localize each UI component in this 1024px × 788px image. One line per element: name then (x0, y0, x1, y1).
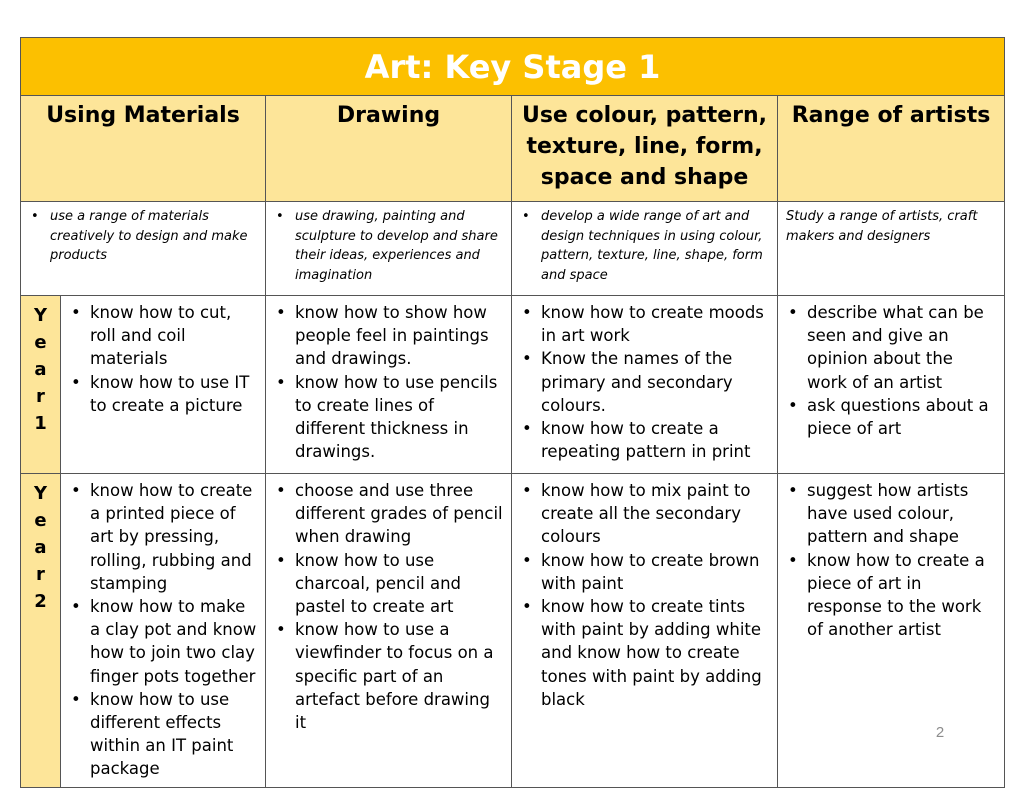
skill-item: • Know the names of the primary and secondary colours. (518, 347, 771, 417)
skill-list (518, 301, 771, 463)
skill-list (784, 479, 998, 641)
skill-item: • know how to create a repeating pattern in print (518, 417, 771, 463)
body-cell (512, 296, 778, 474)
skill-item: • know how to use different effects within an IT paint package (67, 688, 259, 781)
skill-item: • know how to use a viewfinder to focus on a specific part of an artefact before drawing it (272, 618, 505, 734)
table-title: Art: Key Stage 1 (21, 38, 1005, 96)
objective-cell (778, 202, 1005, 296)
year-row (21, 296, 1005, 474)
skill-item: • know how to create moods in art work (518, 301, 771, 347)
header-row (21, 96, 1005, 202)
objective-list (518, 207, 771, 285)
year-label (21, 296, 61, 474)
year-label-char: 2 (34, 591, 47, 612)
objectives-row (21, 202, 1005, 296)
skill-list (272, 301, 505, 463)
objective-cell (512, 202, 778, 296)
header-using-materials: Using Materials (21, 96, 266, 202)
header-drawing: Drawing (266, 96, 512, 202)
skill-item: • suggest how artists have used colour, pattern and shape (784, 479, 998, 549)
skill-list (67, 301, 259, 417)
objective-text: Study a range of artists, craft makers and designers (786, 209, 978, 244)
page-number: 2 (935, 724, 945, 741)
skill-item: • describe what can be seen and give an opinion about the work of an artist (784, 301, 998, 394)
skill-item: • know how to use charcoal, pencil and pastel to create art (272, 549, 505, 619)
skill-item: • choose and use three different grades of pencil when drawing (272, 479, 505, 549)
skill-item: • know how to create a printed piece of art by pressing, rolling, rubbing and stamping (67, 479, 259, 595)
body-cell (61, 296, 266, 474)
year-label-char: r (36, 386, 45, 407)
year-row (21, 474, 1005, 788)
body-cell (512, 474, 778, 788)
skill-list (784, 301, 998, 440)
header-range-of-artists: Range of artists (778, 96, 1005, 202)
body-cell (778, 296, 1005, 474)
year-label-char: Y (33, 305, 48, 326)
skill-item: • know how to mix paint to create all the secondary colours (518, 479, 771, 549)
skill-list (67, 479, 259, 781)
objective-cell (21, 202, 266, 296)
skill-item: • know how to create tints with paint by adding white and know how to create tones with paint by adding black (518, 595, 771, 711)
body-cell (778, 474, 1005, 788)
skill-item: • know how to make a clay pot and know how to join two clay finger pots together (67, 595, 259, 688)
skill-item: • know how to show how people feel in paintings and drawings. (272, 301, 505, 371)
skill-list (518, 479, 771, 711)
header-colour-pattern: Use colour, pattern, texture, line, form, space and shape (512, 96, 778, 202)
skill-item: • know how to use IT to create a picture (67, 371, 259, 417)
year-label-char: r (36, 564, 45, 585)
objective-list (272, 207, 505, 285)
year-label-char: a (34, 537, 47, 558)
year-label-char: e (34, 332, 47, 353)
year-label-char: a (34, 359, 47, 380)
body-cell (266, 474, 512, 788)
skill-item: • ask questions about a piece of art (784, 394, 998, 440)
body-cell (61, 474, 266, 788)
year-label-char: 1 (34, 413, 47, 434)
skill-list (272, 479, 505, 734)
skill-item: • know how to cut, roll and coil materials (67, 301, 259, 371)
objective-item: • use a range of materials creatively to design and make products (27, 207, 259, 266)
year-label-char: Y (33, 483, 48, 504)
objective-list (27, 207, 259, 266)
body-cell (266, 296, 512, 474)
year-label-char: e (34, 510, 47, 531)
objective-cell (266, 202, 512, 296)
skill-item: • know how to use pencils to create lines of different thickness in drawings. (272, 371, 505, 464)
objective-item: • use drawing, painting and sculpture to develop and share their ideas, experiences and imagination (272, 207, 505, 285)
objective-item: • develop a wide range of art and design techniques in using colour, pattern, texture, line, shape, form and space (518, 207, 771, 285)
year-label (21, 474, 61, 788)
skill-item: • know how to create a piece of art in response to the work of another artist (784, 549, 998, 642)
key-stage-table (20, 37, 1005, 788)
skill-item: • know how to create brown with paint (518, 549, 771, 595)
